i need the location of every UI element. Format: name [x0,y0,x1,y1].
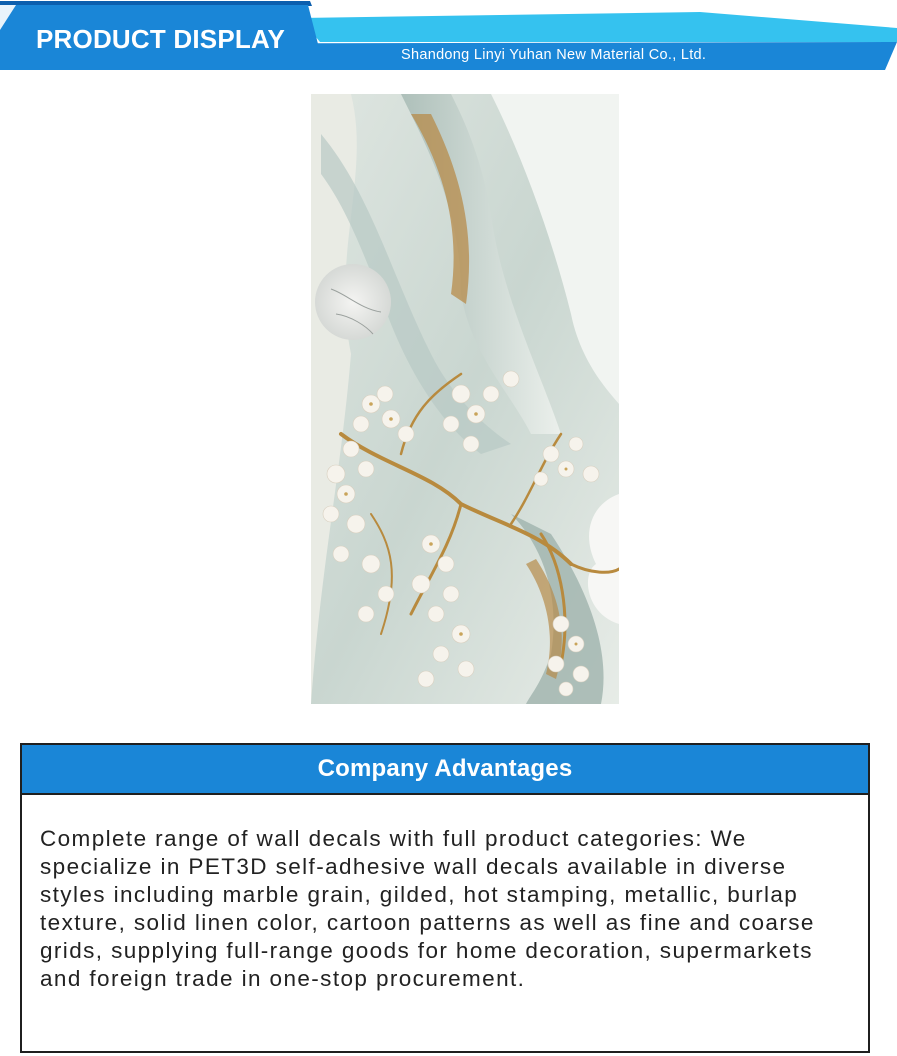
page-title: PRODUCT DISPLAY [36,24,286,54]
advantages-header [22,745,868,795]
header-banner [0,0,897,75]
advantages-panel [20,743,870,1053]
marble-blossom-illustration [311,94,619,704]
advantages-text: Complete range of wall decals with full product categories: We specialize in PET3D self-adhesive wall decals available in diverse styles including marble grain, gilded, hot stamping, metallic, burlap texture, solid linen color, cartoon patterns as well as fine and coarse grids, supplying full-range goods for home decoration, supermarkets and foreign trade in one-stop procurement. [40,826,815,991]
company-name: Shandong Linyi Yuhan New Material Co., Ltd. [401,47,707,63]
product-image [311,94,619,704]
advantages-title: Company Advantages [317,755,573,782]
